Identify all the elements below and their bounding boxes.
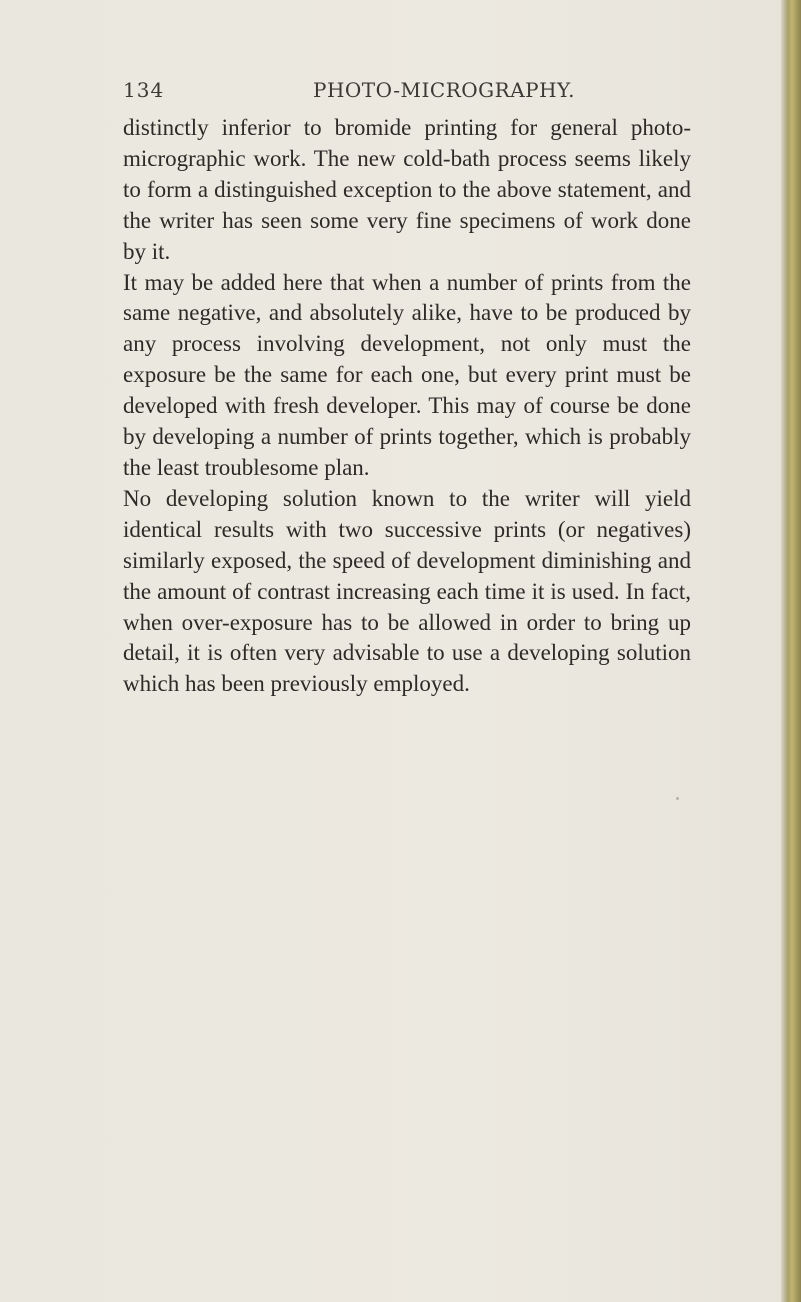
- body-text: [123, 113, 691, 700]
- paragraph-continuation: distinctly inferior to bromide printing for general photo-micrographic work. The new cold-bath process seems likely to form a distinguished exception to the above statement, and the writer has seen some very fine specimens of work done by it.: [123, 115, 691, 264]
- page-header: [123, 78, 683, 108]
- paragraph-prints-alike: It may be added here that when a number of prints from the same negative, and absolutely alike, have to be produced by any process involving development, not only must the exposure be the same for each one, but every print must be developed with fresh developer. This may of course be done by developing a number of prints together, which is probably the least troublesome plan.: [123, 269, 691, 480]
- paper-speck: [676, 797, 679, 800]
- paragraph-developing-solution: No developing solution known to the writer will yield identical results with two successive prints (or negatives) similarly exposed, the speed of development diminishing and the amount of contrast increasing each time it is used. In fact, when over-exposure has to be allowed in order to bring up detail, it is often very advisable to use a developing solution which has been previously employed.: [123, 485, 691, 697]
- running-title: PHOTO-MICROGRAPHY.: [313, 78, 576, 102]
- gilt-page-edge: [781, 0, 801, 1302]
- page-number: 134: [123, 78, 165, 102]
